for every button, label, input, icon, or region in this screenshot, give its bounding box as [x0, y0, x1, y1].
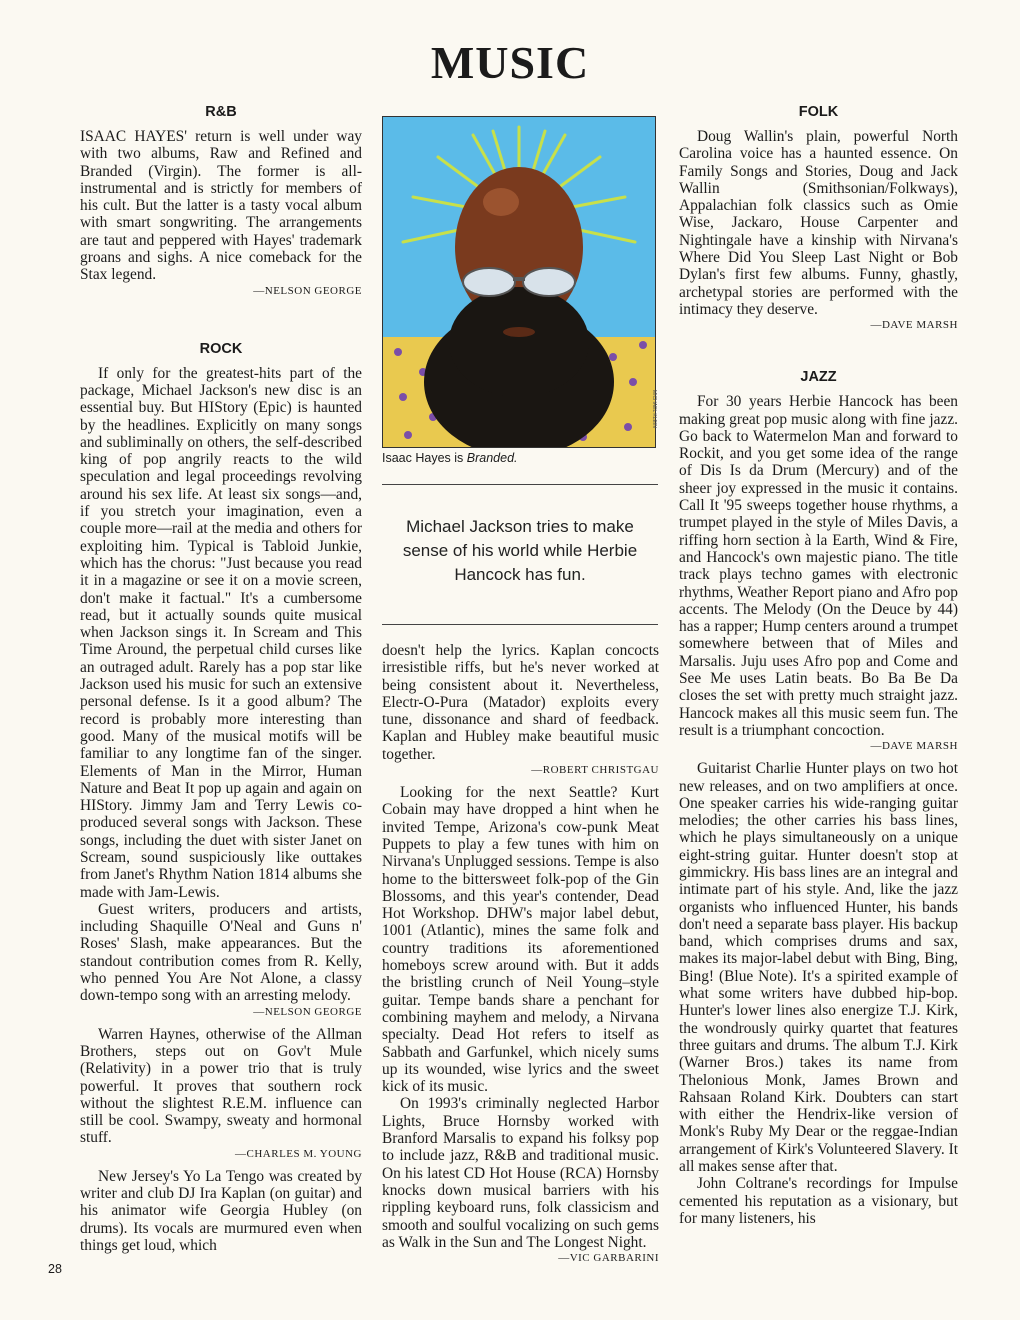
jazz-section — [679, 369, 958, 1227]
page-title: MUSIC — [430, 37, 590, 88]
photo-caption — [382, 451, 518, 465]
isaac-hayes-illustration — [382, 116, 656, 448]
caption-album: Branded. — [466, 451, 518, 465]
rock-paragraph-1: If only for the greatest-hits part of the package, Michael Jackson's new disc is an essential buy. But HIStory (Epic) is haunted by the headlines. Explicitly on many songs and subliminally on others, the self-described king of pop angrily reacts to the wild speculation and legal proceedings revolving around his sex life. At least six songs—and, if you stretch your imagination, even a couple more—rail at the media and others for exploiting him. Typical is Tabloid Junkie, which has the chorus: "Just because you read it in a magazine or see it on a movie screen, don't make it factual." It's a cumbersome read, but it actually sounds quite musical when Jackson sings it. In Scream and This Time Around, the perpetual child curses like an outraged adult. Rarely has a pop star like Jackson used his music for such an extensive personal defense. Is it a good album? The record is probably more interesting than good. Many of the musical motifs will be familiar to any longtime fan of the singer. Elements of Man in the Mirror, Human Nature and Beat It pop up again and again on HIStory. Jimmy Jam and Terry Lewis co-produced several songs with Jackson. These songs, including the duet with sister Janet on Scream, sound suspiciously like outtakes from Janet's Rhythm Nation 1814 albums she made with Jam-Lewis. — [80, 364, 362, 901]
folk-byline: —DAVE MARSH — [870, 319, 958, 332]
rock-section — [80, 341, 362, 1255]
jazz-heading: JAZZ — [800, 369, 837, 386]
rnb-heading: R&B — [205, 104, 237, 120]
rock-byline-2: —CHARLES M. YOUNG — [235, 1147, 362, 1160]
page-number: 28 — [48, 1262, 62, 1276]
column-right — [679, 104, 958, 1251]
rock-paragraph-3: Warren Haynes, otherwise of the Allman Brothers, steps out on Gov't Mule (Relativity) in a power trio that is truly powerful. It proves that southern rock without the slightest R.E.M. influence can still be cool. Swampy, sweaty and hormonal stuff. — [80, 1025, 362, 1147]
middle-byline-3: —VIC GARBARINI — [558, 1252, 659, 1265]
rock-paragraph-2: Guest writers, producers and artists, including Shaquille O'Neal and Guns n' Roses' Slash, make appearances. But the standout contribution comes from R. Kelly, who penned You Are Not Alone, a classy down-tempo song with an arresting melody. — [80, 900, 362, 1005]
rnb-byline: —NELSON GEORGE — [253, 284, 362, 297]
middle-paragraph-1: doesn't help the lyrics. Kaplan concocts irresistible riffs, but he's never worked at being consistent about it. Nevertheless, Electr-O-Pura (Matador) exploits every tune, dissonance and shard of feedback. Kaplan and Hubley make beautiful music together. — [382, 642, 659, 763]
pull-quote: Michael Jackson tries to make sense of his world while Herbie Hancock has fun. — [402, 517, 638, 584]
portrait-art — [383, 117, 655, 447]
pull-quote-rule-bottom — [382, 624, 658, 625]
middle-byline-1: —ROBERT CHRISTGAU — [531, 764, 659, 777]
rnb-review: ISAAC HAYES' return is well under way with two albums, Raw and Refined and Branded (Virgin). The former is all-instrumental and is strictly for members of his cult. But the latter is a tasty vocal album with smart songwriting. The arrangements are taut and peppered with Hayes' trademark groans and sighs. A nice comeback for the Stax legend. — [80, 128, 362, 284]
rock-paragraph-4: New Jersey's Yo La Tengo was created by writer and club DJ Ira Kaplan (on guitar) and his animator wife Georgia Hubley (on drums). Its vocals are murmured even when things get loud, which — [80, 1167, 362, 1254]
rnb-section — [80, 104, 362, 297]
jazz-paragraph-2: Guitarist Charlie Hunter plays on two hot new releases, and on two amplifiers at once. One speaker carries his wide-ranging guitar melodies; the other carries his bass lines, which he plays simultaneously on a unique eight-string guitar. Hunter doesn't stop at gimmickry. His bass lines are an integral and intimate part of his style. And, like the jazz organists who influenced Hunter, his bands don't need a separate bass player. His backup band, which comprises drums and sax, makes its major-label debut with Bing, Bing, Bing! (Blue Note). It's a spirited example of what some writers have dubbed hip-bop. Hunter's lower lines also energize T.J. Kirk, the wondrously quirky quartet that features three guitars and drums. The album T.J. Kirk (Warner Bros.) takes its name from Thelonious Monk, James Brown and Rahsaan Roland Kirk. Doubters can start with either the Hendrix-like version of Monk's Ruby My Dear or the reggae-Indian arrangement of Kirk's Volunteered Slavery. It all makes sense after that. — [679, 760, 959, 1176]
rock-heading: ROCK — [199, 340, 243, 357]
folk-review: Doug Wallin's plain, powerful North Carolina voice has a haunted essence. On Family Songs and Stories, Doug and Jack Wallin (Smithsonian/Folkways), Appalachian folk classics such as Omie Wise, Jackaro, House Carpenter and Nightingale have a kinship with Nirvana's Where Did You Sleep Last Night or Bob Dylan's first few albums. Funny, ghastly, archetypal stories are performed with the intimacy they deserve. — [679, 128, 958, 318]
folk-heading: FOLK — [798, 104, 839, 120]
rock-byline-1: —NELSON GEORGE — [253, 1005, 362, 1018]
middle-paragraph-3: On 1993's criminally neglected Harbor Lights, Bruce Hornsby worked with Branford Marsalis to expand his folksy pop to include jazz, R&B and traditional music. On his latest CD Hot House (RCA) Hornsby knocks down musical barriers with his rippling keyboard runs, folk classicism and smooth and soulful vocalizing on such gems as Walk in the Sun and The Longest Night. — [382, 1095, 659, 1251]
pull-quote-rule-top — [382, 484, 658, 485]
photo-credit: MICHAEL KLEIN — [651, 390, 657, 428]
middle-paragraph-2: Looking for the next Seattle? Kurt Cobain may have dropped a hint when he invited Tempe, Arizona's cow-punk Meat Puppets to play a few tunes with him on Nirvana's Unplugged sessions. Tempe is also home to the bittersweet folk-pop of the Gin Blossoms, and this year's contender, Dead Hot Workshop. DHW's major label debut, 1001 (Atlantic), mines the same folk and country traditions its aforementioned homeboys screw around with. But it adds the bristling crunch of Neil Young–style guitar. Tempe bands share a penchant for combining mayhem and melody, a Nirvana specialty. Dead Hot refers to itself as Sabbath and Garfunkel, which nicely sums up its wounded, wise lyrics and the sweet kick of its music. — [382, 784, 659, 1096]
jazz-byline-1: —DAVE MARSH — [870, 740, 958, 753]
column-middle — [382, 642, 659, 1264]
caption-text: Isaac Hayes is — [382, 451, 467, 465]
folk-section — [679, 104, 958, 331]
jazz-paragraph-1: For 30 years Herbie Hancock has been making great pop music along with fine jazz. Go back to Watermelon Man and forward to Rockit, and you get some idea of the range of Dis Is da Drum (Mercury) and of the sheer joy expressed in the music it contains. Call It '95 sweeps together house rhythms, a trumpet played in the style of Miles Davis, a riffing horn section à la Earth, Wind & Fire, and Hancock's own majestic piano. The title track plays techno games with electronic rhythms, Weather Report piano and Afro pop accents. The Melody (On the Deuce by 44) has a rapper; Hump centers around a trumpet somewhere between that of Miles and Marsalis. Juju uses Afro pop and Come and See Me uses Latin beats. Bo Ba Be Da closes the set with pretty much straight jazz. Hancock makes all this music seem fun. The result is a triumphant concoction. — [679, 393, 958, 739]
jazz-paragraph-3: John Coltrane's recordings for Impulse cemented his reputation as a visionary, but for many listeners, his — [679, 1175, 958, 1227]
column-left — [80, 104, 362, 1278]
